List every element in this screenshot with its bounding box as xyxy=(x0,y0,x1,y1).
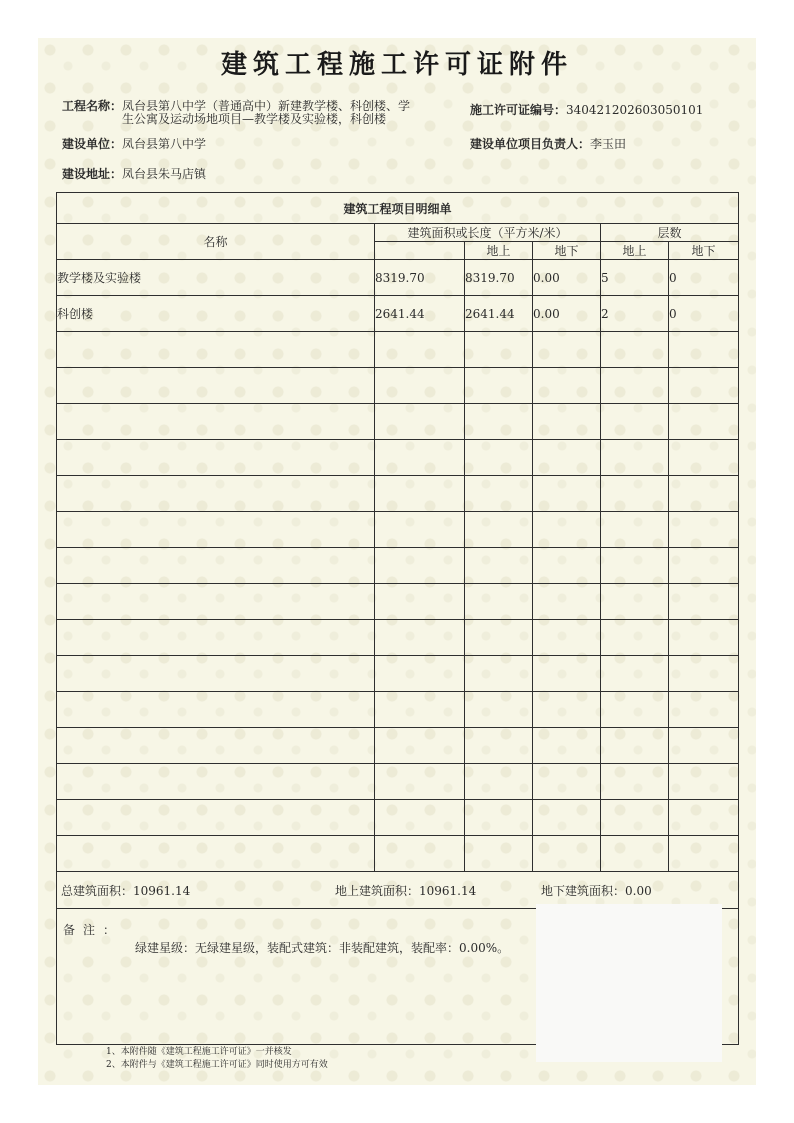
responsible-person-label: 建设单位项目负责人： xyxy=(470,137,591,151)
empty-row xyxy=(57,404,739,440)
construction-unit-value: 凤台县第八中学 xyxy=(122,137,207,151)
name-header: 名称 xyxy=(57,224,375,260)
address-field xyxy=(62,168,206,181)
empty-row xyxy=(57,440,739,476)
permit-attachment-sheet xyxy=(38,38,756,1085)
project-name-field xyxy=(62,100,452,126)
row-name: 科创楼 xyxy=(57,296,375,332)
project-name-label: 工程名称： xyxy=(62,99,123,113)
empty-row xyxy=(57,800,739,836)
empty-row xyxy=(57,476,739,512)
table-title: 建筑工程项目明细单 xyxy=(57,193,739,224)
construction-unit-label: 建设单位： xyxy=(62,137,123,151)
area-below-header: 地下 xyxy=(533,242,601,260)
row-above-area: 8319.70 xyxy=(465,260,533,296)
row-below-area: 0.00 xyxy=(533,260,601,296)
empty-row xyxy=(57,620,739,656)
area-above-header: 地上 xyxy=(465,242,533,260)
project-name-value: 凤台县第八中学（普通高中）新建教学楼、科创楼、学 生公寓及运动场地项目—教学楼及实验楼，科创楼 xyxy=(122,99,411,126)
remarks-label: 备注： xyxy=(63,923,124,937)
floors-header: 层数 xyxy=(601,224,739,242)
area-header: 建筑面积或长度（平方米/米） xyxy=(375,224,601,242)
totals-row xyxy=(57,872,739,909)
row-floors-below: 0 xyxy=(669,296,739,332)
document-title: 建筑工程施工许可证附件 xyxy=(220,50,573,80)
row-floors-below: 0 xyxy=(669,260,739,296)
address-label: 建设地址： xyxy=(62,167,123,181)
table-row xyxy=(57,296,739,332)
seal-redaction-area xyxy=(536,904,722,1062)
empty-row xyxy=(57,332,739,368)
empty-row xyxy=(57,368,739,404)
total-area: 总建筑面积：10961.14 xyxy=(61,883,191,898)
empty-row xyxy=(57,764,739,800)
empty-row xyxy=(57,548,739,584)
row-floors-above: 2 xyxy=(601,296,669,332)
row-total-area: 8319.70 xyxy=(375,260,465,296)
permit-number-label: 施工许可证编号： xyxy=(470,103,567,117)
empty-row xyxy=(57,728,739,764)
area-blank-header xyxy=(375,242,465,260)
construction-unit-field xyxy=(62,138,206,151)
empty-row xyxy=(57,692,739,728)
row-total-area: 2641.44 xyxy=(375,296,465,332)
address-value: 凤台县朱马店镇 xyxy=(122,167,207,181)
above-ground-area: 地上建筑面积：10961.14 xyxy=(335,883,477,898)
floors-above-header: 地上 xyxy=(601,242,669,260)
empty-row xyxy=(57,512,739,548)
below-ground-area: 地下建筑面积：0.00 xyxy=(541,883,652,898)
row-below-area: 0.00 xyxy=(533,296,601,332)
empty-row xyxy=(57,584,739,620)
permit-number-value: 340421202603050101 xyxy=(566,103,704,117)
responsible-person-field xyxy=(470,138,626,151)
row-name: 教学楼及实验楼 xyxy=(57,260,375,296)
footnote: 2、本附件与《建筑工程施工许可证》同时使用方可有效 xyxy=(106,1060,328,1070)
empty-row xyxy=(57,656,739,692)
footnote: 1、本附件随《建筑工程施工许可证》一并核发 xyxy=(106,1047,292,1057)
permit-number-field xyxy=(470,104,703,117)
responsible-person-value: 李玉田 xyxy=(590,137,627,151)
table-row xyxy=(57,260,739,296)
row-above-area: 2641.44 xyxy=(465,296,533,332)
row-floors-above: 5 xyxy=(601,260,669,296)
remarks-text: 绿建星级：无绿建星级，装配式建筑：非装配建筑，装配率：0.00%。 xyxy=(135,941,510,955)
empty-row xyxy=(57,836,739,872)
floors-below-header: 地下 xyxy=(669,242,739,260)
